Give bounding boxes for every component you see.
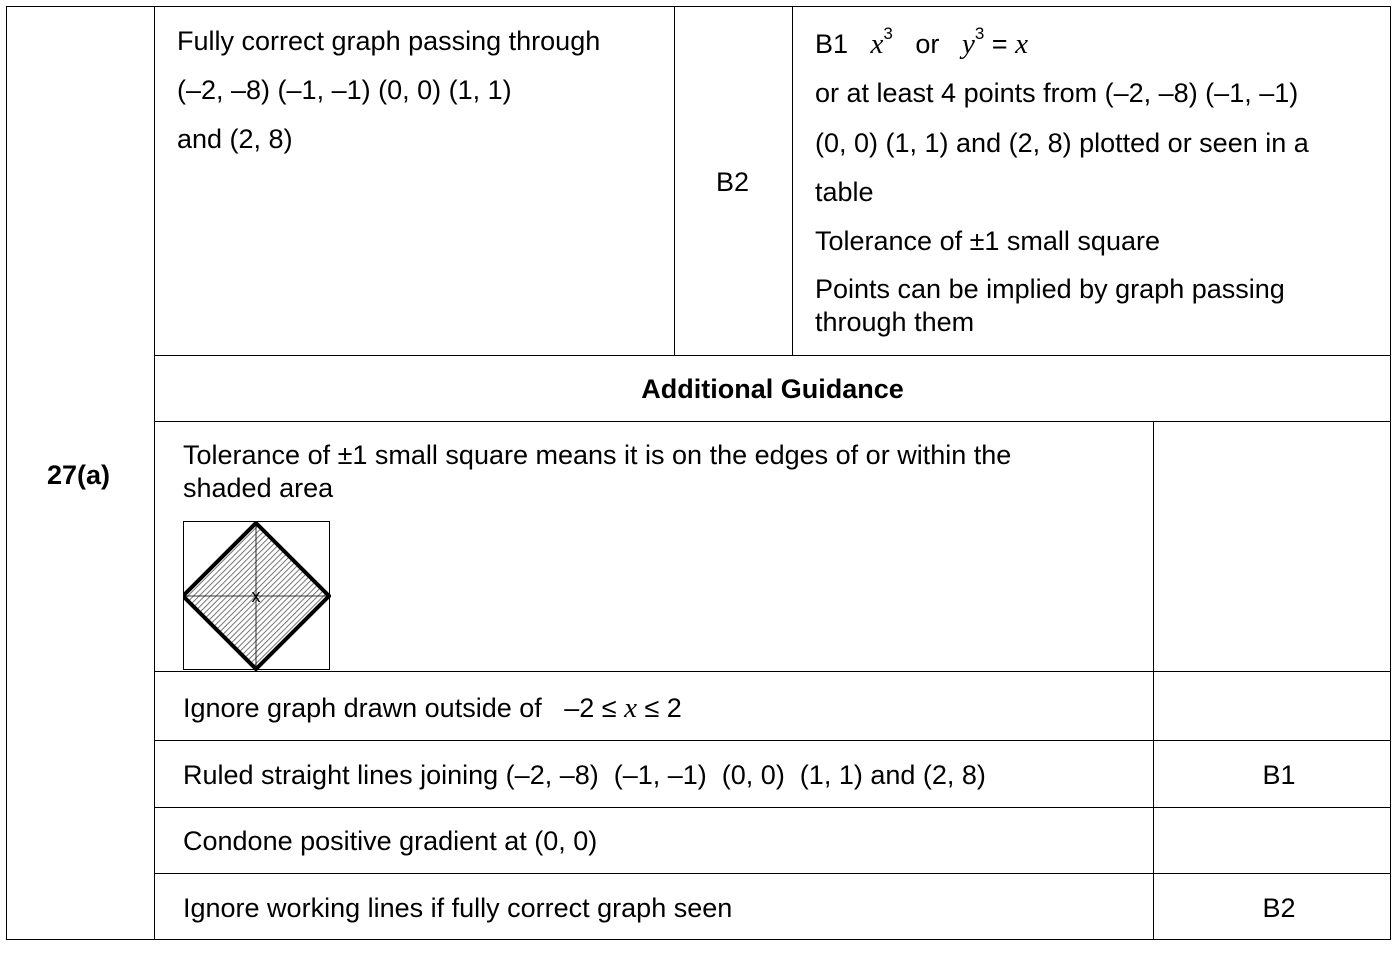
y-power: 3 [974, 24, 985, 43]
mark-comments-divider [792, 6, 793, 355]
guidance-row-1-text: Tolerance of ±1 small square means it is on the edges of or within the shaded area [183, 440, 1012, 503]
comments-line-1 [815, 24, 1028, 61]
answer-line-2: (–2, –8) (–1, –1) (0, 0) (1, 1) [177, 75, 512, 105]
answer-mark-divider [674, 6, 675, 355]
guidance-row-3-text: Ruled straight lines joining (–2, –8) (–1, –1) (0, 0) (1, 1) and (2, 8) [183, 760, 986, 790]
answer-row-bottom [154, 355, 1391, 356]
x-power: 3 [883, 24, 893, 43]
answer-line-3: and (2, 8) [177, 124, 293, 154]
comments-line-5: Tolerance of ±1 small square [815, 226, 1160, 256]
range-variable: x [624, 692, 637, 724]
guidance-row-4-bottom [154, 873, 1391, 874]
guidance-row-4-text: Condone positive gradient at (0, 0) [183, 826, 598, 856]
range-suffix: ≤ 2 [636, 693, 682, 723]
mark-value: B2 [716, 167, 750, 197]
comments-line-2: or at least 4 points from (–2, –8) (–1, –1) [815, 78, 1299, 108]
guidance-row-5-text: Ignore working lines if fully correct graph seen [183, 893, 733, 923]
guidance-row-2-bottom [154, 740, 1391, 741]
y-variable: y [961, 28, 975, 60]
guidance-row-5-mark: B2 [1262, 893, 1296, 923]
rhs-variable: x [1015, 28, 1028, 60]
diagram-point-label: x [251, 586, 261, 606]
table-top-border [6, 6, 1391, 7]
table-bottom-border [6, 939, 1391, 940]
b1-prefix: B1 [815, 29, 849, 59]
guidance-header: Additional Guidance [641, 374, 904, 404]
or-word: or [915, 29, 940, 59]
x-variable: x [870, 28, 884, 60]
question-column-divider [154, 6, 155, 940]
guidance-header-bottom [154, 421, 1391, 422]
table-right-border [1390, 6, 1391, 940]
equals-sign: = [991, 29, 1016, 59]
answer-line-1: Fully correct graph passing through [177, 26, 601, 56]
table-left-border [6, 6, 7, 940]
guidance-row-1-bottom [154, 671, 1391, 672]
range-prefix: Ignore graph drawn outside of –2 ≤ [183, 693, 625, 723]
guidance-row-3-bottom [154, 807, 1391, 808]
guidance-mark-divider [1153, 421, 1154, 940]
question-label: 27(a) [47, 460, 111, 490]
comments-line-3: (0, 0) (1, 1) and (2, 8) plotted or seen in a [815, 128, 1309, 158]
tolerance-diagram [183, 521, 331, 671]
guidance-row-3-mark: B1 [1262, 760, 1296, 790]
comments-line-4: table [815, 177, 874, 207]
guidance-row-2-text [183, 691, 682, 725]
comments-line-6: Points can be implied by graph passing through them [815, 274, 1285, 337]
